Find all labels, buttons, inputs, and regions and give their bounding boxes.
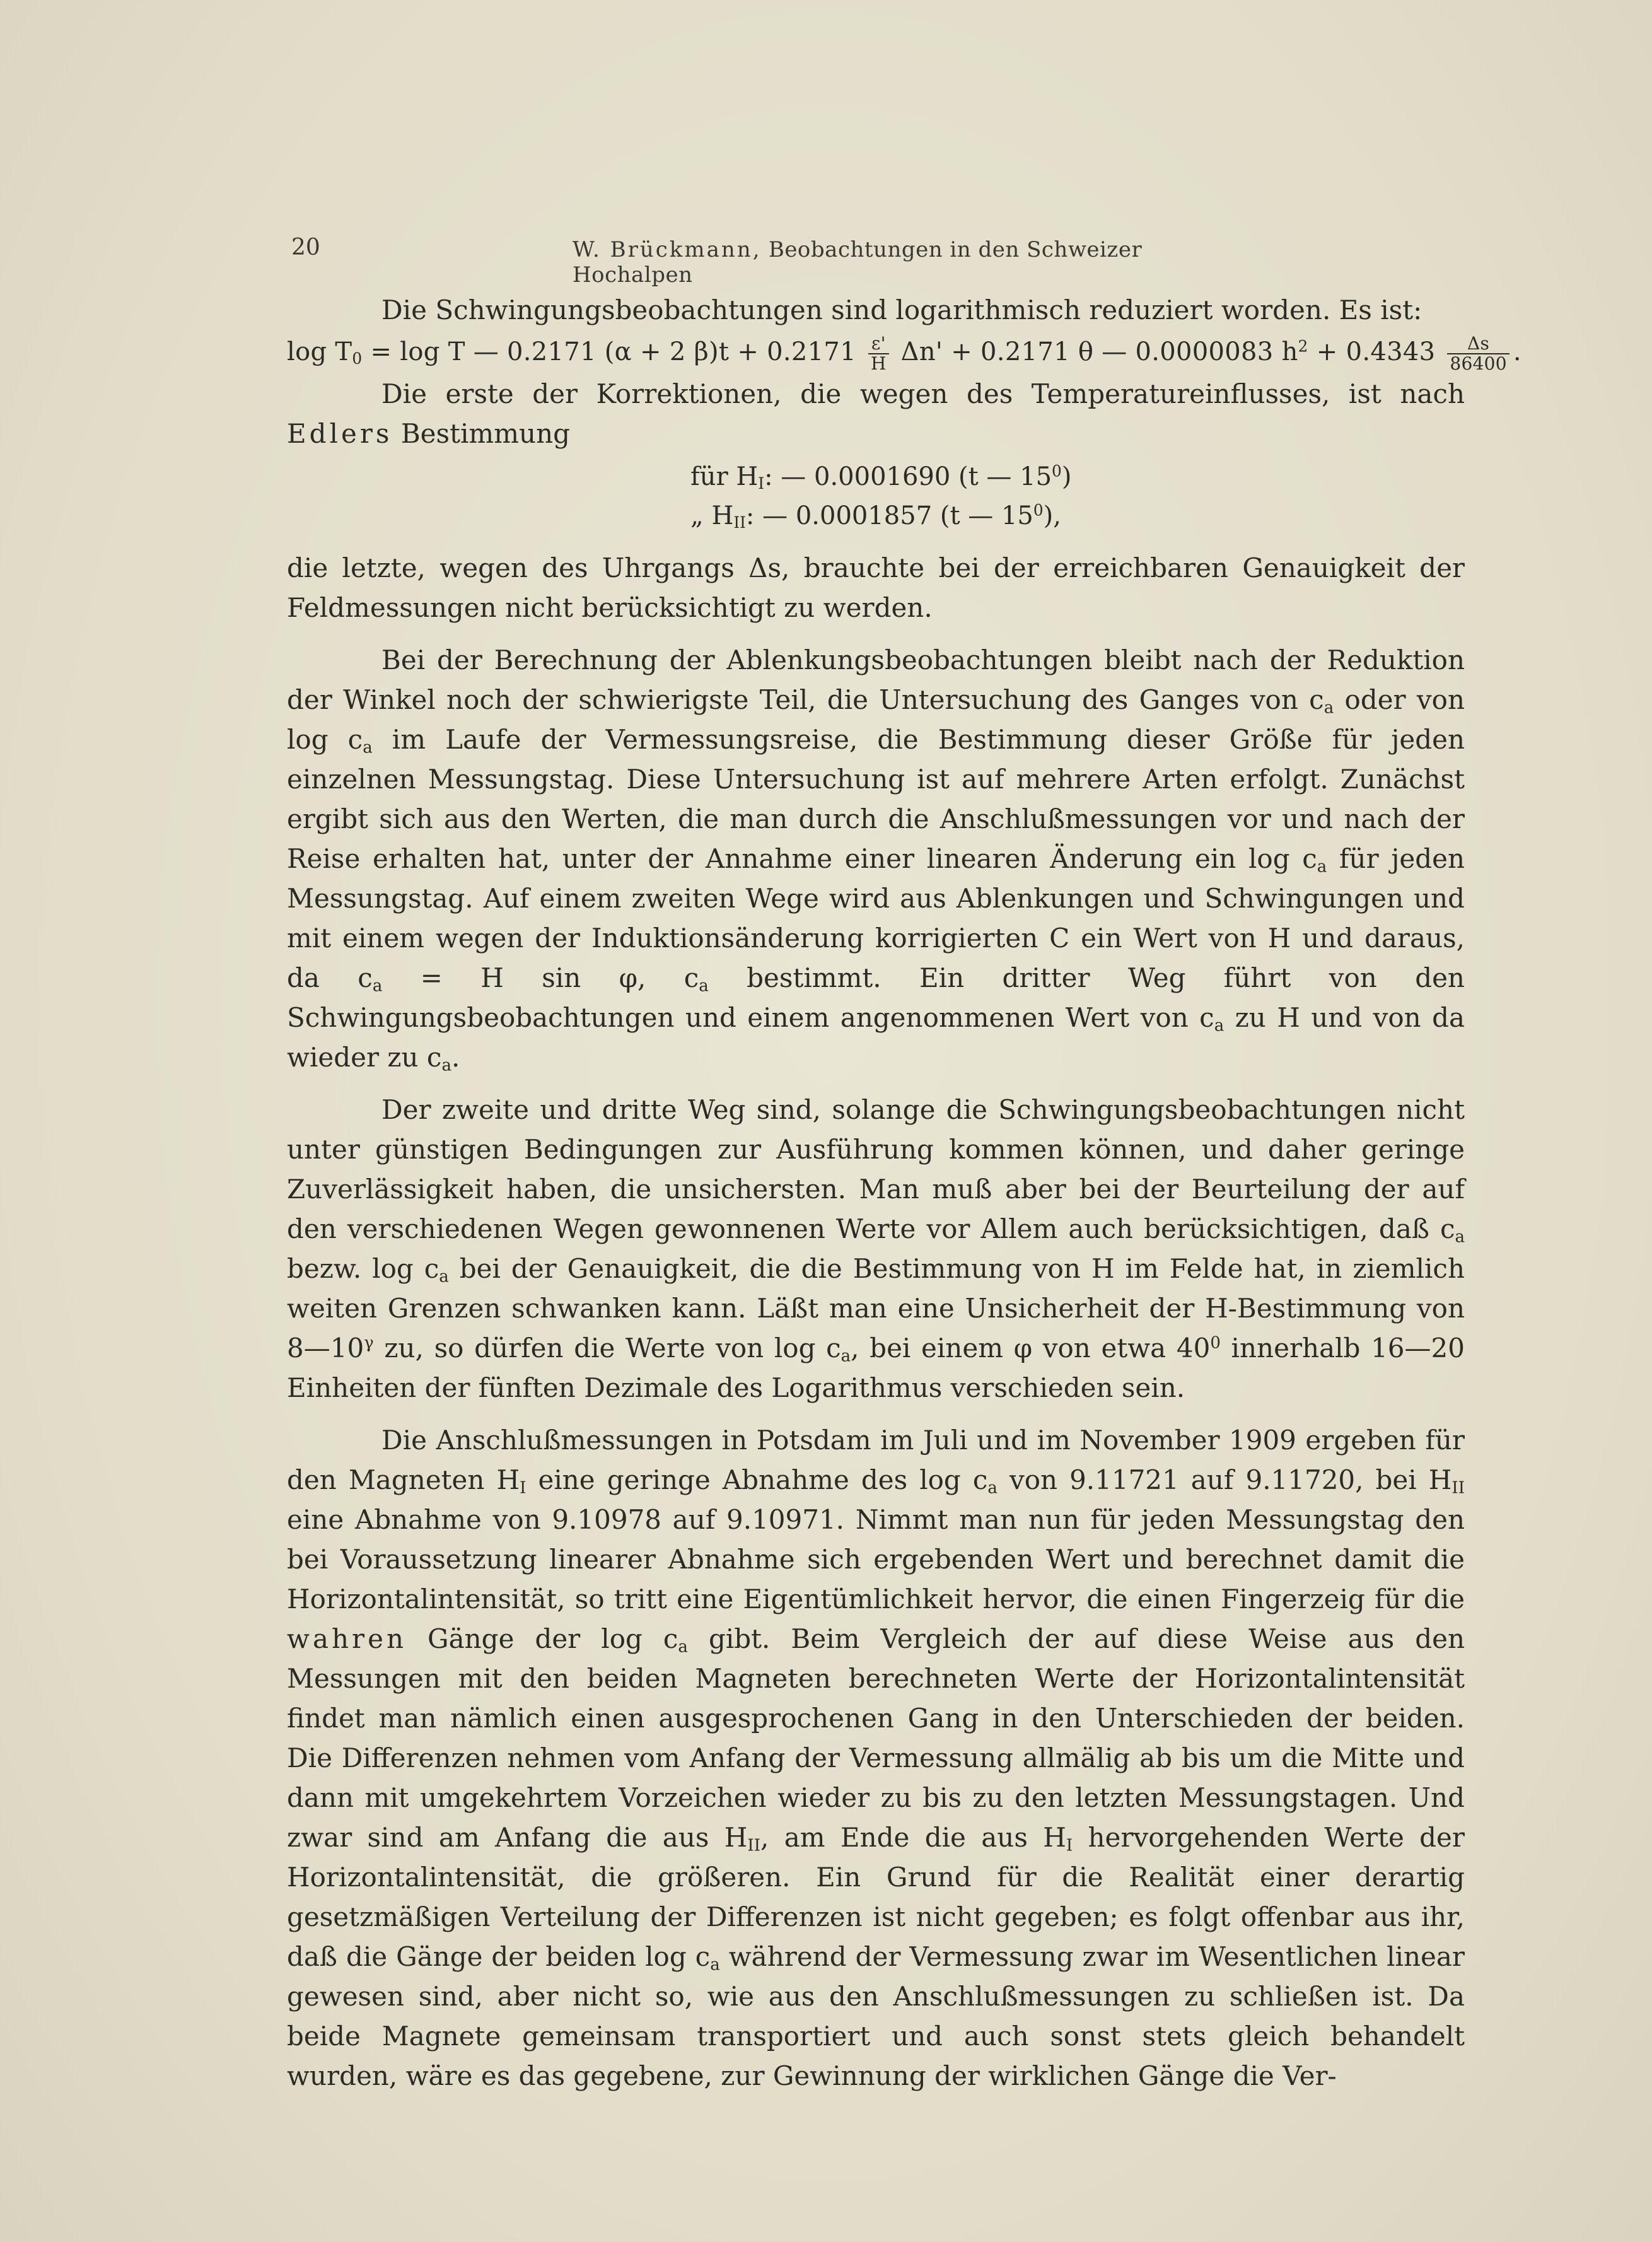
- emphasis-wahren: wahren: [287, 1623, 407, 1654]
- fraction-epsilon-over-h: $\frac{\varepsilon'}{H}$: [868, 334, 889, 373]
- paragraph-intro: Die Schwingungsbeobachtungen sind logarithmisch reduziert worden. Es ist:: [381, 295, 1422, 325]
- paragraph-uncertainty: Der zweite und dritte Weg sind, solange die Schwingungsbeobachtungen nicht unter günstigen Bedingungen zur Ausführung kommen können, und daher geringe Zuverlässigkeit haben, die unsichersten. Man muß aber bei der Beurteilung der auf den verschiedenen Wegen gewonnenen Werte vor Allem auch berücksichtigen, daß $c_a$ bezw. $\log c_a$ bei der Genauigkeit, die die Bestimmung von H im Felde hat, in ziemlich weiten Grenzen schwanken kann. Läßt man eine Unsicherheit der H-Bestimmung von $8—10^\gamma$ zu, so dürfen die Werte von $\log c_a$, bei einem φ von etwa $40^0$ innerhalb 16—20 Einheiten der fünften Dezimale des Logarithmus verschieden sein.: [287, 1094, 1465, 1403]
- page-number: 20: [291, 235, 320, 260]
- paragraph-deflection: Bei der Berechnung der Ablenkungsbeobachtungen bleibt nach der Reduktion der Winkel noch der schwierigste Teil, die Untersuchung des Ganges von $c_a$ oder von $\log c_a$ im Laufe der Vermessungsreise, die Bestimmung dieser Größe für jeden einzelnen Messungstag. Diese Untersuchung ist auf mehrere Arten erfolgt. Zunächst ergibt sich aus den Werten, die man durch die Anschlußmessungen vor und nach der Reise erhalten hat, unter der Annahme einer linearen Änderung ein $\log c_a$ für jeden Messungstag. Auf einem zweiten Wege wird aus Ablenkungen und Schwingungen und mit einem wegen der Induktionsänderung korrigierten C ein Wert von H und daraus, da $c_a = H$ sin φ, $c_a$ bestimmt. Ein dritter Weg führt von den Schwingungsbeobachtungen und einem angenommenen Wert von $c_a$ zu H und von da wieder zu $c_a$.: [287, 645, 1465, 1075]
- paragraph-clock-rate: die letzte, wegen des Uhrgangs Δs, brauchte bei der erreichbaren Genauigkeit der Feldmessungen nicht berücksichtigt zu werden.: [287, 552, 1465, 623]
- name-edlers: Edlers: [287, 418, 393, 449]
- log-t0-formula: $\log T_0 = \log T$ — 0.2171 (α + 2 β)t + 0.2171 $\frac{\varepsilon'}{H}$ Δn' + 0.2171 θ — 0.0000083 $h^2 + 0.4343$ $\frac{\Delta s}{86400}$ .: [287, 333, 1521, 374]
- fraction-ds-over-86400: $\frac{\Delta s}{86400}$: [1447, 334, 1509, 373]
- paragraph-potsdam: Die Anschlußmessungen in Potsdam im Juli und im November 1909 ergeben für den Magneten $H_I$ eine geringe Abnahme des $\log c_a$ von 9.11721 auf 9.11720, bei $H_{II}$ eine Abnahme von 9.10978 auf 9.10971. Nimmt man nun für jeden Messungstag den bei Voraussetzung linearer Abnahme sich ergebenden Wert und berechnet damit die Horizontalintensität, so tritt eine Eigentümlichkeit hervor, die einen Fingerzeig für die wahren Gänge der $\log c_a$ gibt. Beim Vergleich der auf diese Weise aus den Messungen mit den beiden Magneten berechneten Werte der Horizontalintensität findet man nämlich einen ausgesprochenen Gang in den Unterschieden der beiden. Die Differenzen nehmen vom Anfang der Vermessung allmälig ab bis um die Mitte und dann mit umgekehrtem Vorzeichen wieder zu bis zu den letzten Messungstagen. Und zwar sind am Anfang die aus $H_{II}$, am Ende die aus $H_I$ hervorgehenden Werte der Horizontalintensität, die größeren. Ein Grund für die Realität einer derartig gesetzmäßigen Verteilung der Differenzen ist nicht gegeben; es folgt offenbar aus ihr, daß die Gänge der beiden $\log c_a$ während der Vermessung zwar im Wesentlichen linear gewesen sind, aber nicht so, wie aus den Anschlußmessungen zu schließen ist. Da beide Magnete gemeinsam transportiert und auch sonst stets gleich behandelt wurden, wäre es das gegebene, zur Gewinnung der wirklichen Gänge die Ver-: [287, 1425, 1465, 2091]
- paragraph-corrections-intro: Die erste der Korrektionen, die wegen des Temperatureinflusses, ist nach Edlers Bestimmung: [287, 378, 1465, 449]
- correction-h2: „ $H_{II}$: — 0.0001857 (t — $15^0$),: [690, 501, 1061, 532]
- correction-h1: für $H_I$: — 0.0001690 (t — $15^0$): [690, 462, 1072, 493]
- running-head-author: W. Brückmann,: [573, 237, 762, 262]
- running-head: [573, 237, 1187, 288]
- correction-formulas: [287, 457, 1465, 535]
- page-header: [291, 235, 1187, 288]
- running-head-title: Beobachtungen in den Schweizer Hochalpen: [573, 237, 1143, 288]
- body-text: [287, 290, 1521, 2096]
